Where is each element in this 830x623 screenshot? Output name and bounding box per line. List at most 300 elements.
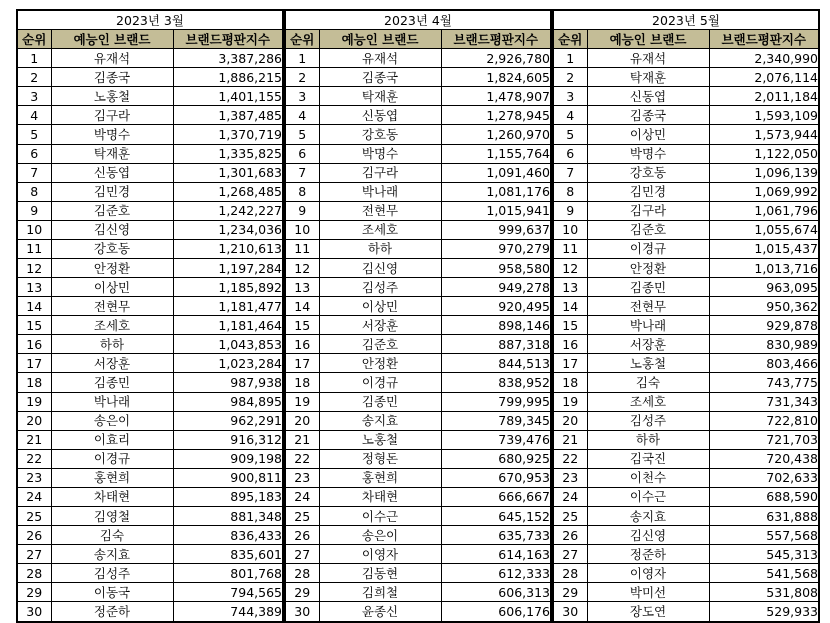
table-row (285, 564, 551, 583)
table-row (553, 564, 819, 583)
rank-cell: 22 (17, 449, 51, 468)
brand-name-cell: 전현무 (587, 297, 709, 316)
score-cell: 3,387,286 (173, 49, 283, 68)
rank-cell: 9 (285, 201, 319, 220)
score-cell: 2,926,780 (441, 49, 551, 68)
score-cell: 1,023,284 (173, 354, 283, 373)
month-title: 2023년 3월 (17, 10, 283, 30)
score-cell: 1,370,719 (173, 125, 283, 144)
table-row (553, 49, 819, 68)
rank-cell: 12 (17, 259, 51, 278)
rank-cell: 20 (17, 411, 51, 430)
brand-name-cell: 김종민 (319, 392, 441, 411)
brand-name-cell: 김구라 (587, 201, 709, 220)
table-row (553, 201, 819, 220)
rank-cell: 17 (285, 354, 319, 373)
brand-name-cell: 안정환 (319, 354, 441, 373)
score-cell: 1,268,485 (173, 182, 283, 201)
rank-cell: 23 (553, 468, 587, 487)
rank-cell: 29 (553, 583, 587, 602)
rank-cell: 3 (553, 87, 587, 106)
rank-cell: 6 (285, 144, 319, 163)
brand-name-cell: 정준하 (587, 545, 709, 564)
rank-cell: 24 (553, 487, 587, 506)
table-row (17, 220, 283, 239)
brand-name-cell: 이상민 (319, 297, 441, 316)
rank-cell: 10 (285, 220, 319, 239)
score-cell: 1,301,683 (173, 163, 283, 182)
brand-name-cell: 김민경 (51, 182, 173, 201)
table-row (17, 259, 283, 278)
score-cell: 799,995 (441, 392, 551, 411)
rank-cell: 4 (553, 106, 587, 125)
brand-name-cell: 이경규 (319, 373, 441, 392)
table-row (17, 487, 283, 506)
score-cell: 1,260,970 (441, 125, 551, 144)
brand-name-cell: 박미선 (587, 583, 709, 602)
score-cell: 614,163 (441, 545, 551, 564)
brand-name-cell: 이경규 (51, 449, 173, 468)
table-row (17, 144, 283, 163)
brand-name-cell: 강호동 (587, 163, 709, 182)
score-cell: 984,895 (173, 392, 283, 411)
rank-cell: 28 (553, 564, 587, 583)
table-row (285, 373, 551, 392)
score-cell: 680,925 (441, 449, 551, 468)
brand-name-cell: 김준호 (51, 201, 173, 220)
table-row (553, 392, 819, 411)
table-row (17, 411, 283, 430)
rank-header: 순위 (285, 30, 319, 49)
brand-name-cell: 박나래 (319, 182, 441, 201)
table-row (285, 201, 551, 220)
month-table-may (552, 9, 820, 623)
table-row (285, 163, 551, 182)
table-row (17, 564, 283, 583)
brand-name-cell: 전현무 (319, 201, 441, 220)
brand-name-cell: 강호동 (319, 125, 441, 144)
rank-cell: 10 (17, 220, 51, 239)
score-cell: 731,343 (709, 392, 819, 411)
score-cell: 631,888 (709, 507, 819, 526)
table-row (285, 545, 551, 564)
brand-name-cell: 박나래 (587, 316, 709, 335)
score-cell: 1,013,716 (709, 259, 819, 278)
table-row (17, 106, 283, 125)
rank-cell: 1 (285, 49, 319, 68)
table-row (17, 507, 283, 526)
score-cell: 838,952 (441, 373, 551, 392)
table-row (553, 507, 819, 526)
rank-header: 순위 (17, 30, 51, 49)
score-cell: 895,183 (173, 487, 283, 506)
score-cell: 801,768 (173, 564, 283, 583)
rank-cell: 18 (285, 373, 319, 392)
score-cell: 1,197,284 (173, 259, 283, 278)
brand-name-cell: 신동엽 (51, 163, 173, 182)
score-cell: 688,590 (709, 487, 819, 506)
table-row (285, 526, 551, 545)
score-cell: 920,495 (441, 297, 551, 316)
brand-name-cell: 김신영 (587, 526, 709, 545)
rank-cell: 13 (553, 278, 587, 297)
score-cell: 1,055,674 (709, 220, 819, 239)
rank-cell: 19 (17, 392, 51, 411)
score-cell: 743,775 (709, 373, 819, 392)
rank-cell: 29 (17, 583, 51, 602)
rank-cell: 12 (285, 259, 319, 278)
brand-name-cell: 신동엽 (587, 87, 709, 106)
brand-name-cell: 김종국 (319, 68, 441, 87)
score-cell: 1,155,764 (441, 144, 551, 163)
brand-name-cell: 박명수 (319, 144, 441, 163)
brand-name-cell: 김구라 (51, 106, 173, 125)
rank-cell: 6 (17, 144, 51, 163)
rank-cell: 14 (285, 297, 319, 316)
brand-name-cell: 김종국 (587, 106, 709, 125)
brand-name-cell: 홍현희 (319, 468, 441, 487)
brand-name-cell: 신동엽 (319, 106, 441, 125)
rank-cell: 27 (553, 545, 587, 564)
score-cell: 1,210,613 (173, 239, 283, 258)
brand-name-cell: 이경규 (587, 239, 709, 258)
table-row (285, 182, 551, 201)
score-cell: 1,335,825 (173, 144, 283, 163)
table-row (553, 468, 819, 487)
table-row (17, 278, 283, 297)
table-row (285, 239, 551, 258)
score-cell: 836,433 (173, 526, 283, 545)
rank-cell: 23 (17, 468, 51, 487)
score-cell: 1,061,796 (709, 201, 819, 220)
rank-cell: 30 (285, 602, 319, 622)
score-cell: 635,733 (441, 526, 551, 545)
brand-name-cell: 하하 (319, 239, 441, 258)
score-cell: 606,313 (441, 583, 551, 602)
rank-cell: 17 (17, 354, 51, 373)
rank-cell: 19 (285, 392, 319, 411)
table-row (553, 545, 819, 564)
brand-name-cell: 차태현 (319, 487, 441, 506)
rank-cell: 14 (553, 297, 587, 316)
table-row (17, 182, 283, 201)
score-cell: 881,348 (173, 507, 283, 526)
table-row (553, 259, 819, 278)
table-row (553, 430, 819, 449)
table-row (553, 182, 819, 201)
table-row (17, 354, 283, 373)
score-cell: 722,810 (709, 411, 819, 430)
brand-name-cell: 김구라 (319, 163, 441, 182)
rank-cell: 5 (553, 125, 587, 144)
brand-header: 예능인 브랜드 (51, 30, 173, 49)
score-cell: 557,568 (709, 526, 819, 545)
rank-cell: 16 (17, 335, 51, 354)
score-cell: 1,122,050 (709, 144, 819, 163)
table-row (285, 583, 551, 602)
brand-name-cell: 안정환 (51, 259, 173, 278)
table-row (285, 220, 551, 239)
rank-cell: 18 (17, 373, 51, 392)
table-row (553, 316, 819, 335)
score-cell: 612,333 (441, 564, 551, 583)
ranking-tables (16, 9, 820, 623)
score-cell: 1,573,944 (709, 125, 819, 144)
rank-cell: 4 (285, 106, 319, 125)
brand-name-cell: 유재석 (319, 49, 441, 68)
score-cell: 739,476 (441, 430, 551, 449)
rank-cell: 12 (553, 259, 587, 278)
table-row (285, 144, 551, 163)
rank-cell: 22 (553, 449, 587, 468)
score-cell: 1,081,176 (441, 182, 551, 201)
table-row (17, 468, 283, 487)
table-row (17, 335, 283, 354)
score-cell: 970,279 (441, 239, 551, 258)
score-cell: 962,291 (173, 411, 283, 430)
score-cell: 1,278,945 (441, 106, 551, 125)
rank-cell: 1 (17, 49, 51, 68)
rank-cell: 20 (553, 411, 587, 430)
rank-cell: 8 (17, 182, 51, 201)
brand-name-cell: 탁재훈 (51, 144, 173, 163)
table-row (553, 106, 819, 125)
table-row (553, 220, 819, 239)
table-row (553, 354, 819, 373)
table-row (17, 68, 283, 87)
brand-name-cell: 이수근 (319, 507, 441, 526)
rank-cell: 11 (553, 239, 587, 258)
score-cell: 1,181,477 (173, 297, 283, 316)
rank-cell: 5 (285, 125, 319, 144)
table-row (553, 297, 819, 316)
score-cell: 958,580 (441, 259, 551, 278)
score-cell: 645,152 (441, 507, 551, 526)
brand-name-cell: 이상민 (51, 278, 173, 297)
table-row (17, 373, 283, 392)
table-row (553, 125, 819, 144)
rank-cell: 11 (17, 239, 51, 258)
table-row (285, 507, 551, 526)
score-cell: 900,811 (173, 468, 283, 487)
month-title: 2023년 4월 (285, 10, 551, 30)
score-cell: 1,824,605 (441, 68, 551, 87)
brand-name-cell: 김종국 (51, 68, 173, 87)
table-row (17, 545, 283, 564)
rank-cell: 15 (285, 316, 319, 335)
brand-name-cell: 이동국 (51, 583, 173, 602)
score-cell: 2,011,184 (709, 87, 819, 106)
rank-cell: 3 (17, 87, 51, 106)
brand-name-cell: 김신영 (51, 220, 173, 239)
rank-cell: 25 (553, 507, 587, 526)
table-row (17, 125, 283, 144)
month-table-march (16, 9, 284, 623)
rank-cell: 26 (285, 526, 319, 545)
table-row (553, 487, 819, 506)
brand-name-cell: 탁재훈 (319, 87, 441, 106)
brand-name-cell: 김준호 (319, 335, 441, 354)
rank-cell: 27 (17, 545, 51, 564)
rank-cell: 2 (285, 68, 319, 87)
rank-cell: 16 (553, 335, 587, 354)
rank-cell: 9 (17, 201, 51, 220)
brand-name-cell: 차태현 (51, 487, 173, 506)
brand-name-cell: 이효리 (51, 430, 173, 449)
rank-cell: 13 (17, 278, 51, 297)
score-cell: 1,096,139 (709, 163, 819, 182)
brand-name-cell: 김종민 (587, 278, 709, 297)
table-row (553, 411, 819, 430)
score-cell: 606,176 (441, 602, 551, 622)
rank-cell: 29 (285, 583, 319, 602)
brand-name-cell: 서장훈 (51, 354, 173, 373)
score-cell: 1,181,464 (173, 316, 283, 335)
brand-header: 예능인 브랜드 (587, 30, 709, 49)
brand-name-cell: 김동현 (319, 564, 441, 583)
brand-name-cell: 김영철 (51, 507, 173, 526)
table-row (285, 49, 551, 68)
brand-name-cell: 하하 (587, 430, 709, 449)
brand-name-cell: 김성주 (587, 411, 709, 430)
score-cell: 916,312 (173, 430, 283, 449)
brand-name-cell: 김숙 (587, 373, 709, 392)
table-row (17, 449, 283, 468)
rank-cell: 25 (285, 507, 319, 526)
rank-cell: 10 (553, 220, 587, 239)
score-cell: 1,069,992 (709, 182, 819, 201)
score-cell: 720,438 (709, 449, 819, 468)
brand-name-cell: 노홍철 (51, 87, 173, 106)
table-row (553, 87, 819, 106)
rank-cell: 11 (285, 239, 319, 258)
score-cell: 844,513 (441, 354, 551, 373)
rank-cell: 30 (553, 602, 587, 622)
table-row (17, 526, 283, 545)
table-row (17, 297, 283, 316)
rank-cell: 26 (553, 526, 587, 545)
table-row (17, 583, 283, 602)
brand-name-cell: 윤종신 (319, 602, 441, 622)
brand-name-cell: 조세호 (51, 316, 173, 335)
rank-cell: 30 (17, 602, 51, 622)
score-cell: 830,989 (709, 335, 819, 354)
table-row (285, 278, 551, 297)
score-cell: 1,593,109 (709, 106, 819, 125)
brand-name-cell: 김희철 (319, 583, 441, 602)
rank-cell: 21 (553, 430, 587, 449)
score-cell: 1,015,941 (441, 201, 551, 220)
table-row (285, 316, 551, 335)
score-cell: 744,389 (173, 602, 283, 622)
rank-cell: 24 (17, 487, 51, 506)
brand-name-cell: 서장훈 (587, 335, 709, 354)
score-cell: 835,601 (173, 545, 283, 564)
brand-name-cell: 김성주 (319, 278, 441, 297)
score-cell: 1,478,907 (441, 87, 551, 106)
table-row (17, 201, 283, 220)
score-cell: 529,933 (709, 602, 819, 622)
brand-name-cell: 전현무 (51, 297, 173, 316)
brand-name-cell: 김국진 (587, 449, 709, 468)
rank-cell: 28 (17, 564, 51, 583)
brand-name-cell: 박명수 (51, 125, 173, 144)
score-header: 브랜드평판지수 (173, 30, 283, 49)
table-row (553, 526, 819, 545)
table-row (17, 392, 283, 411)
score-cell: 721,703 (709, 430, 819, 449)
table-row (553, 163, 819, 182)
score-cell: 794,565 (173, 583, 283, 602)
brand-name-cell: 서장훈 (319, 316, 441, 335)
brand-name-cell: 강호동 (51, 239, 173, 258)
rank-cell: 2 (17, 68, 51, 87)
brand-name-cell: 송은이 (319, 526, 441, 545)
rank-cell: 23 (285, 468, 319, 487)
table-row (285, 354, 551, 373)
brand-name-cell: 노홍철 (319, 430, 441, 449)
table-row (17, 316, 283, 335)
score-header: 브랜드평판지수 (441, 30, 551, 49)
score-cell: 1,015,437 (709, 239, 819, 258)
month-table-april (284, 9, 552, 623)
score-cell: 950,362 (709, 297, 819, 316)
brand-name-cell: 김숙 (51, 526, 173, 545)
table-row (285, 430, 551, 449)
score-cell: 987,938 (173, 373, 283, 392)
score-cell: 1,886,215 (173, 68, 283, 87)
table-row (285, 392, 551, 411)
brand-name-cell: 김민경 (587, 182, 709, 201)
score-cell: 1,387,485 (173, 106, 283, 125)
brand-name-cell: 이상민 (587, 125, 709, 144)
rank-cell: 24 (285, 487, 319, 506)
score-cell: 666,667 (441, 487, 551, 506)
table-row (285, 68, 551, 87)
rank-cell: 22 (285, 449, 319, 468)
score-cell: 1,234,036 (173, 220, 283, 239)
rank-cell: 15 (553, 316, 587, 335)
rank-cell: 4 (17, 106, 51, 125)
rank-cell: 14 (17, 297, 51, 316)
table-row (17, 163, 283, 182)
table-row (17, 87, 283, 106)
score-cell: 887,318 (441, 335, 551, 354)
table-row (285, 335, 551, 354)
table-row (285, 87, 551, 106)
rank-cell: 1 (553, 49, 587, 68)
rank-cell: 15 (17, 316, 51, 335)
rank-cell: 8 (285, 182, 319, 201)
rank-cell: 21 (285, 430, 319, 449)
score-cell: 702,633 (709, 468, 819, 487)
rank-cell: 5 (17, 125, 51, 144)
score-cell: 929,878 (709, 316, 819, 335)
brand-name-cell: 탁재훈 (587, 68, 709, 87)
brand-name-cell: 김성주 (51, 564, 173, 583)
score-cell: 670,953 (441, 468, 551, 487)
rank-cell: 16 (285, 335, 319, 354)
rank-cell: 2 (553, 68, 587, 87)
rank-cell: 9 (553, 201, 587, 220)
score-cell: 1,401,155 (173, 87, 283, 106)
table-row (285, 259, 551, 278)
brand-name-cell: 박나래 (51, 392, 173, 411)
brand-name-cell: 송지효 (319, 411, 441, 430)
rank-cell: 13 (285, 278, 319, 297)
rank-cell: 20 (285, 411, 319, 430)
score-cell: 1,043,853 (173, 335, 283, 354)
